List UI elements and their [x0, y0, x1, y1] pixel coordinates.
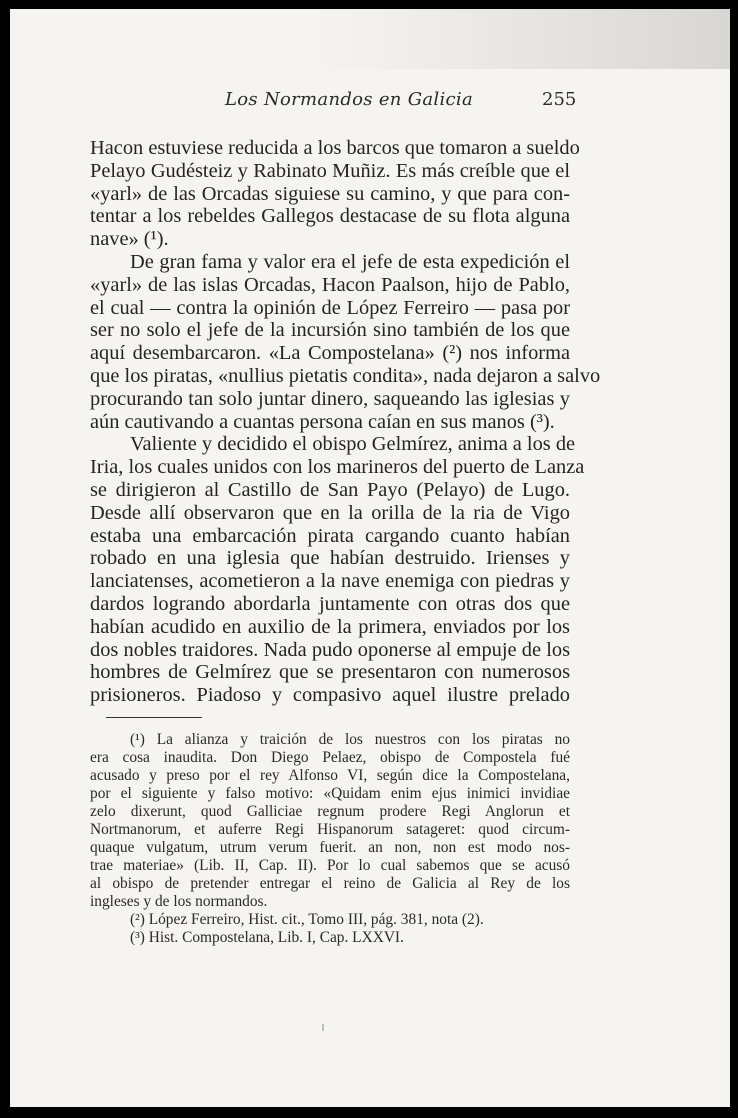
footnote-line: (³) Hist. Compostelana, Lib. I, Cap. LXXVI. [130, 929, 404, 946]
text-line: nave» (¹). [90, 228, 169, 251]
text-line: «yarl» de las Orcadas siguiese su camino, y que para con- [90, 182, 570, 205]
text-line: el cual — contra la opinión de López Ferreiro — pasa por [90, 296, 570, 319]
text-line: dos nobles traidores. Nada pudo oponerse al empuje de los [90, 638, 570, 661]
text-line: Valiente y decidido el obispo Gelmírez, anima a los de [130, 433, 576, 456]
scan-speck [322, 1024, 324, 1031]
text-line: aún cautivando a cuantas persona caían en sus manos (³). [90, 410, 555, 433]
footnote-line: por el siguiente y falso motivo: «Quidam enim ejus inimici invidiae [90, 785, 570, 802]
text-line: «yarl» de las islas Orcadas, Hacon Paalson, hijo de Pablo, [90, 273, 570, 296]
body-text [90, 137, 601, 707]
text-line: que los piratas, «nullius pietatis condita», nada dejaron a salvo [90, 364, 601, 387]
text-line: lanciatenses, acometieron a la nave enemiga con piedras y [90, 570, 570, 593]
text-line: se dirigieron al Castillo de San Payo (Pelayo) de Lugo. [90, 478, 570, 501]
footnotes [90, 731, 570, 947]
footnote-line: era cosa inaudita. Don Diego Pelaez, obispo de Compostela fué [90, 749, 570, 766]
text-line: tentar a los rebeldes Gallegos destacase de su flota alguna [90, 205, 570, 228]
text-line: ser no solo el jefe de la incursión sino también de los que [90, 319, 570, 342]
footnote-line: (²) López Ferreiro, Hist. cit., Tomo III, pág. 381, nota (2). [130, 911, 484, 928]
text-line: estaba una embarcación pirata cargando cuanto habían [90, 524, 570, 547]
footnote-line: trae materiae» (Lib. II, Cap. II). Por lo cual sabemos que se acusó [90, 857, 570, 874]
text-line: aquí desembarcaron. «La Compostelana» (²) nos informa [90, 342, 570, 365]
footnote-line: zelo dixerunt, quod Galliciae regnum prodere Regi Anglorun et [90, 803, 570, 820]
text-line: Desde allí observaron que en la orilla de la ria de Vigo [90, 501, 570, 524]
footnote-line: Nortmanorum, et auferre Regi Hispanorum satageret: quod circum- [90, 821, 570, 838]
text-line: De gran fama y valor era el jefe de esta expedición el [130, 250, 570, 273]
book-page [10, 9, 730, 1107]
footnote-line: ingleses y de los normandos. [90, 893, 268, 910]
footnote-line: al obispo de pretender entregar el reino de Galicia al Rey de los [90, 875, 570, 892]
footnote-line: (¹) La alianza y traición de los nuestros con los piratas no [130, 731, 570, 748]
text-line: Iria, los cuales unidos con los marineros del puerto de Lanza [90, 456, 585, 479]
text-line: prisioneros. Piadoso y compasivo aquel ilustre prelado [90, 684, 570, 707]
footnote-line: acusado y preso por el rey Alfonso VI, según dice la Compostelana, [90, 767, 570, 784]
text-line: dardos logrando abordarla juntamente con otras dos que [90, 592, 570, 615]
text-line: habían acudido en auxilio de la primera, enviados por los [90, 615, 570, 638]
text-line: robado en una iglesia que habían destruido. Irienses y [90, 547, 570, 570]
footnote-rule [106, 717, 202, 718]
text-line: Hacon estuviese reducida a los barcos que tomaron a sueldo [90, 137, 580, 159]
footnote-line: quaque vulgatum, utrum verum fuerit. an non, non est modo nos- [90, 839, 570, 856]
text-line: hombres de Gelmírez que se presentaron con numerosos [90, 661, 570, 684]
scan-shadow [310, 9, 730, 69]
page-number: 255 [542, 89, 577, 110]
running-header [10, 89, 730, 119]
running-title: Los Normandos en Galicia [225, 89, 474, 110]
text-line: Pelayo Gudésteiz y Rabinato Muñiz. Es más creíble que el [90, 159, 570, 182]
text-line: procurando tan solo juntar dinero, saqueando las iglesias y [90, 387, 570, 410]
